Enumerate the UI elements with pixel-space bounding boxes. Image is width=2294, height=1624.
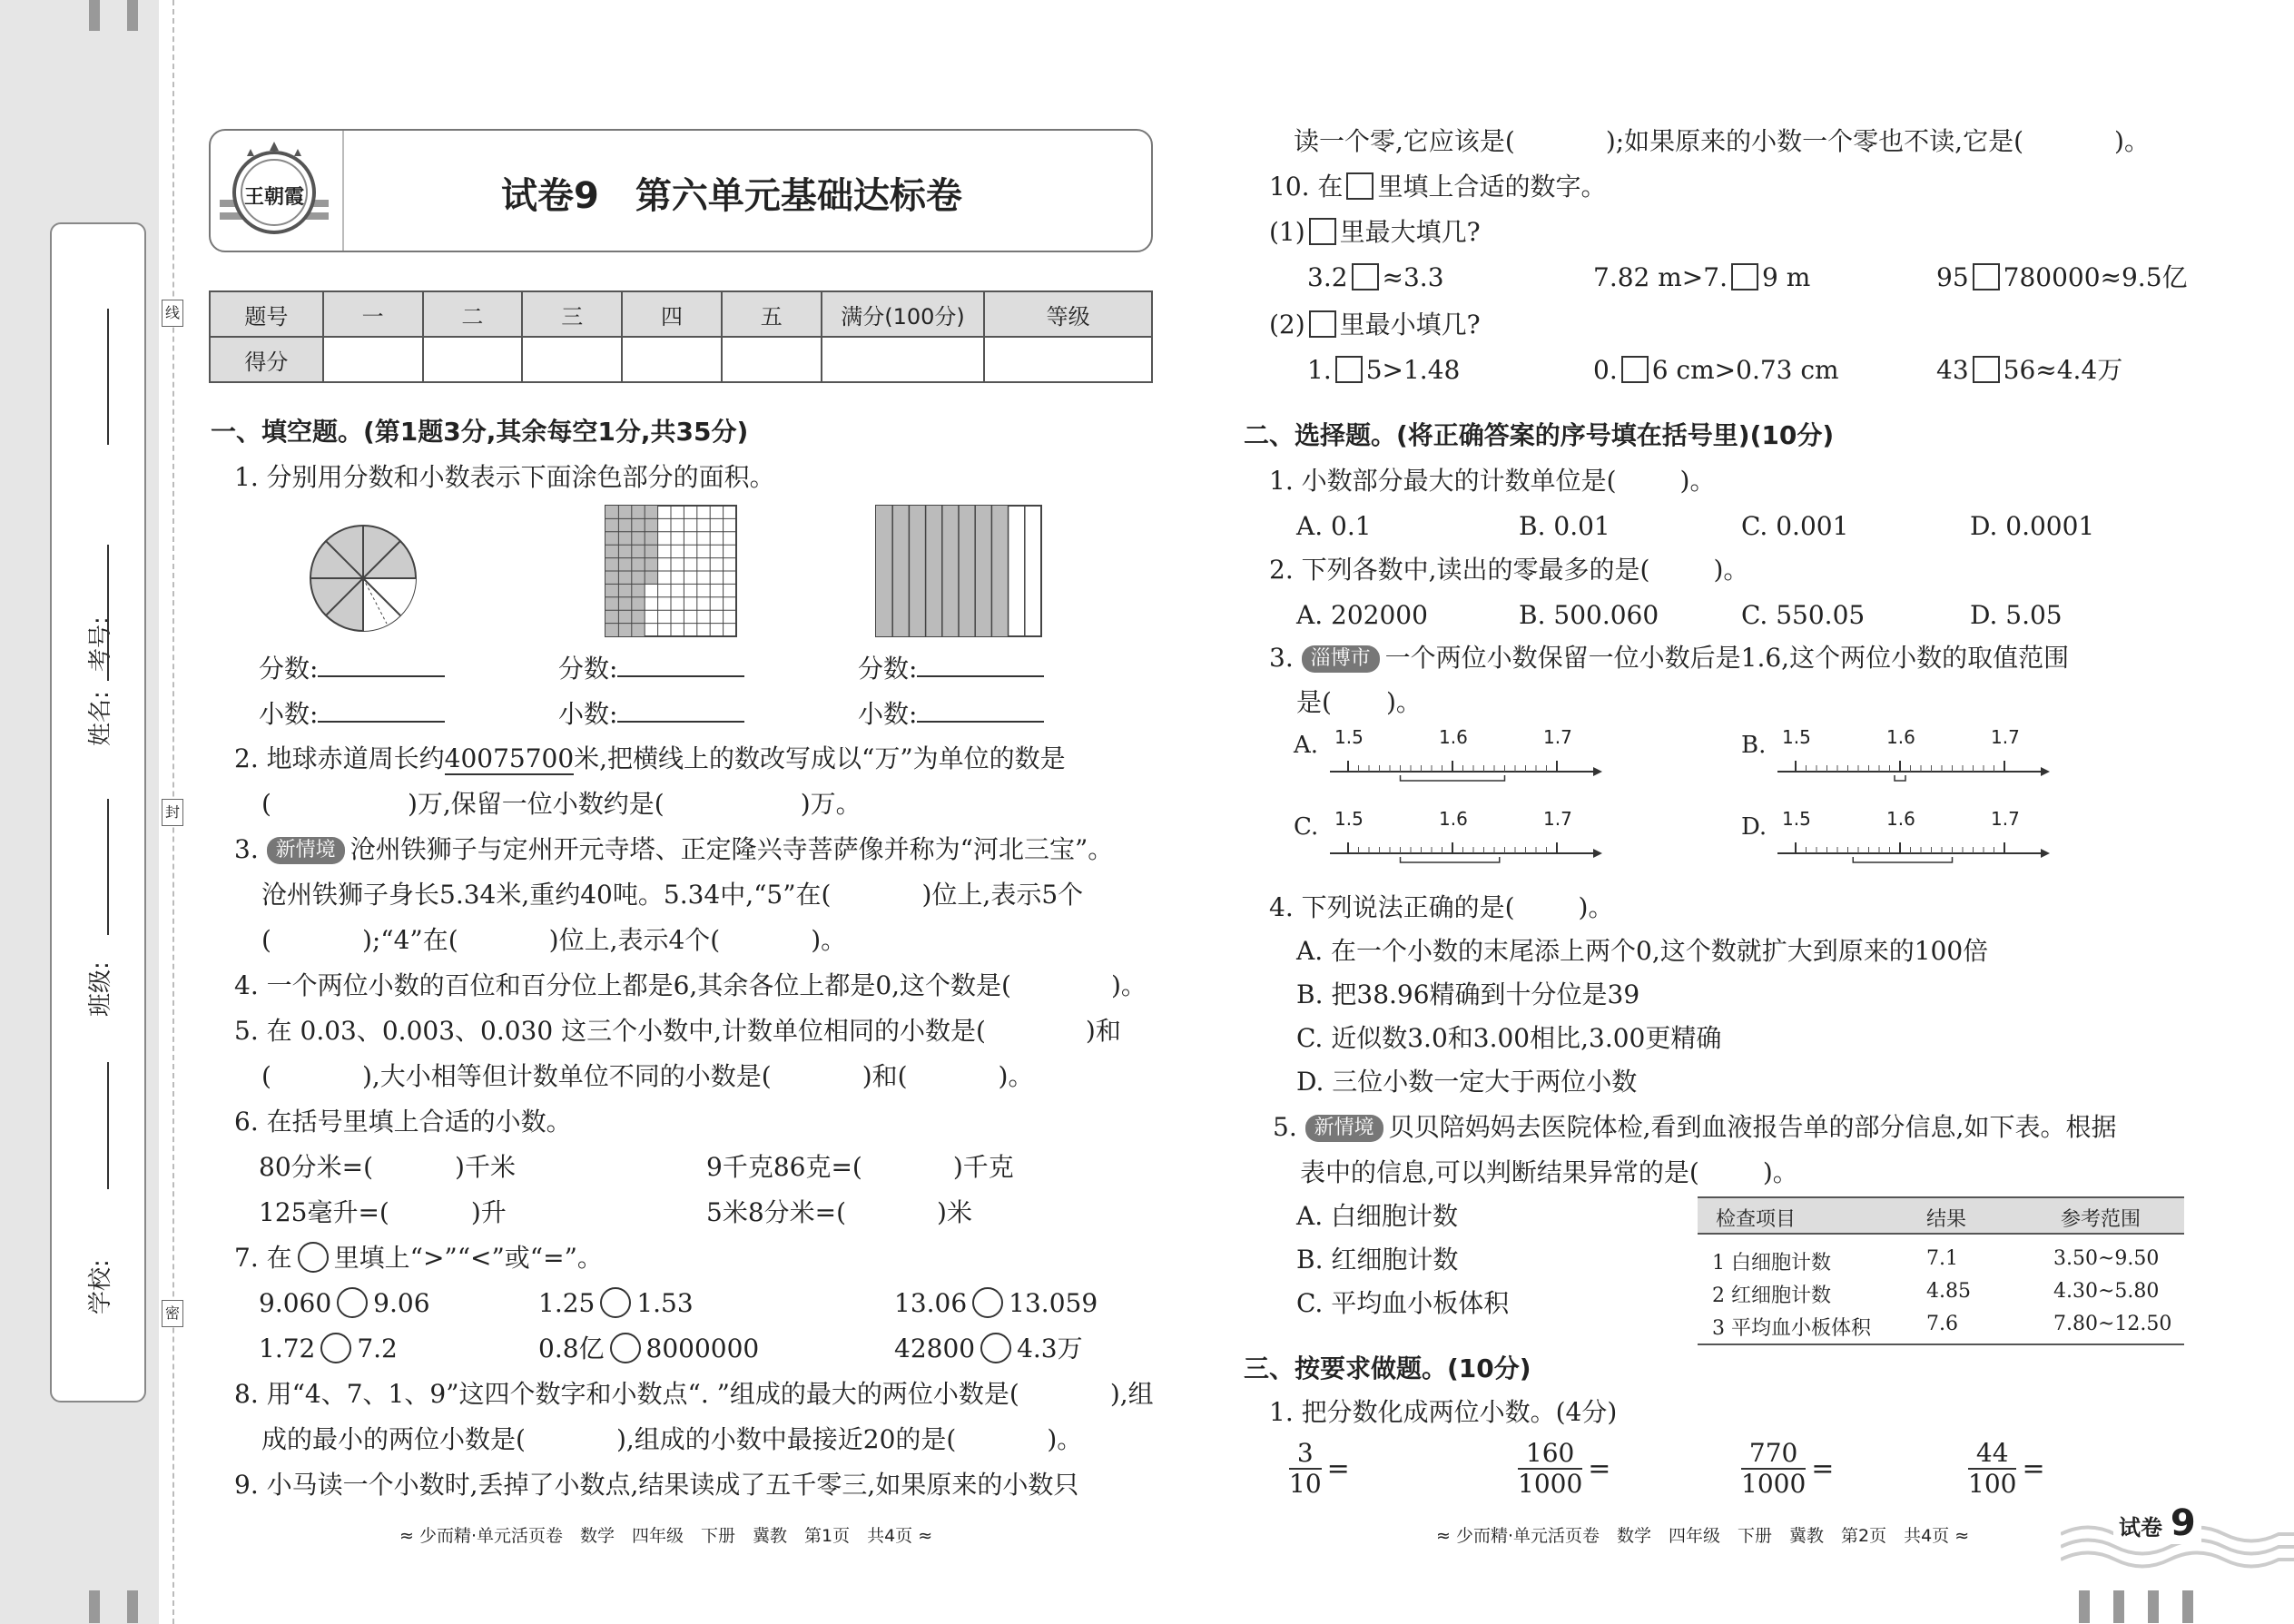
tick-label: 1.5	[1782, 726, 1811, 748]
digit-box[interactable]	[1621, 356, 1649, 383]
digit-box[interactable]	[1731, 263, 1758, 290]
score-header-2: 二	[423, 291, 523, 337]
c1-opt-d[interactable]: D. 0.0001	[1970, 511, 2095, 541]
q1-xiaoshu-3: 小数:	[858, 697, 1044, 731]
blood-header-0: 检查项目	[1716, 1208, 1797, 1231]
c3-line2: 是( )。	[1296, 687, 1422, 717]
title-banner	[209, 129, 1153, 252]
tick-label: 1.7	[1991, 808, 2020, 830]
score-header-3: 三	[522, 291, 622, 337]
tick-label: 1.5	[1334, 808, 1364, 830]
c5-opt-b[interactable]: B. 红细胞计数	[1296, 1245, 1459, 1275]
q1-xiaoshu-2: 小数:	[558, 697, 744, 731]
q1-fenshu-2: 分数:	[558, 652, 744, 685]
answer-blank[interactable]	[617, 652, 744, 677]
c1-opt-b[interactable]: B. 0.01	[1519, 511, 1610, 541]
score-header-4: 四	[622, 291, 722, 337]
logo-text: 王朝霞	[243, 185, 304, 209]
c2-opt-c[interactable]: C. 550.05	[1741, 600, 1866, 630]
blood-cell: 3 平均血小板体积	[1712, 1317, 1871, 1340]
compare-circle[interactable]	[980, 1333, 1011, 1363]
q6-b: 9千克86克=( )千克	[706, 1152, 1014, 1182]
seal-mark-feng: 封	[162, 799, 183, 826]
digit-box[interactable]	[1973, 263, 2000, 290]
q6-d: 5米8分米=( )米	[706, 1197, 972, 1227]
c5-line2: 表中的信息,可以判断结果异常的是( )。	[1300, 1157, 1798, 1187]
q10-2: (2) 里最小填几?	[1269, 310, 1481, 340]
compare-circle[interactable]	[610, 1333, 641, 1363]
score-cell[interactable]	[423, 337, 523, 382]
footer-left: ≈ 少而精·单元活页卷 数学 四年级 下册 冀教 第1页 共4页 ≈	[399, 1526, 933, 1546]
compare-circle[interactable]	[972, 1287, 1003, 1318]
seal-mark-mi: 密	[162, 1300, 183, 1327]
figure-circle	[307, 522, 419, 635]
frac-num: 3	[1289, 1439, 1322, 1470]
blood-header-2: 参考范围	[2061, 1208, 2141, 1231]
blood-cell: 7.6	[1926, 1313, 1958, 1335]
q3-line2: 沧州铁狮子身长5.34米,重约40吨。5.34中,“5”在( )位上,表示5个	[261, 880, 1084, 910]
score-header-1: 一	[323, 291, 423, 337]
answer-blank[interactable]	[917, 697, 1044, 723]
q1-fenshu-1: 分数:	[259, 652, 445, 685]
new-context-tag: 新情境	[267, 837, 345, 864]
c2-opt-d[interactable]: D. 5.05	[1970, 600, 2063, 630]
field-xuexiao[interactable]: 学校:	[82, 1180, 109, 1398]
blood-cell: 4.30~5.80	[2053, 1280, 2160, 1303]
frac-den: 10	[1289, 1469, 1322, 1499]
q6-line: 6. 在括号里填上合适的小数。	[234, 1107, 572, 1137]
score-header-7: 等级	[984, 291, 1152, 337]
blood-report-table	[1698, 1196, 2184, 1345]
q10-line: 10. 在 里填上合适的数字。	[1269, 172, 1607, 202]
q10-1-c: 95 780000≈9.5亿	[1936, 262, 2188, 292]
q10-1: (1) 里最大填几?	[1269, 217, 1481, 247]
blood-cell: 3.50~9.50	[2053, 1247, 2160, 1270]
q3-line1: 3. 新情境 沧州铁狮子与定州开元寺塔、正定隆兴寺菩萨像并称为“河北三宝”。	[234, 834, 1114, 864]
frac-num: 770	[1741, 1439, 1806, 1470]
section-3-title: 三、按要求做题。(10分)	[1244, 1353, 1531, 1383]
q1-fenshu-3: 分数:	[858, 652, 1044, 685]
score-cell[interactable]	[622, 337, 722, 382]
numberline-c[interactable]	[1294, 808, 1602, 881]
margin-marks-top	[89, 0, 147, 33]
section-2-title: 二、选择题。(将正确答案的序号填在括号里)(10分)	[1244, 420, 1835, 450]
score-cell[interactable]	[984, 337, 1152, 382]
tick-label: 1.7	[1543, 808, 1572, 830]
score-header-5: 五	[722, 291, 822, 337]
frac-den: 1000	[1741, 1469, 1807, 1499]
score-header-6: 满分(100分)	[822, 291, 985, 337]
q10-1-a: 3.2 ≈3.3	[1307, 262, 1444, 292]
c5-opt-c[interactable]: C. 平均血小板体积	[1296, 1288, 1510, 1318]
fraction-2: $\frac{160}{1000}$ =	[1518, 1438, 1611, 1499]
c2-line: 2. 下列各数中,读出的零最多的是( )。	[1269, 555, 1749, 585]
q7-r2-a: 1.72 7.2	[259, 1334, 398, 1363]
digit-box-icon	[1346, 172, 1373, 200]
region-tag: 淄博市	[1302, 645, 1380, 673]
field-xingming[interactable]: 姓名:	[82, 690, 109, 908]
blood-header-1: 结果	[1926, 1208, 1967, 1231]
c4-opt-a[interactable]: A. 在一个小数的末尾添上两个0,这个数就扩大到原来的100倍	[1296, 936, 1989, 966]
t1-line: 1. 把分数化成两位小数。(4分)	[1269, 1397, 1618, 1427]
c1-opt-a[interactable]: A. 0.1	[1296, 511, 1372, 541]
score-cell[interactable]	[822, 337, 985, 382]
tick-label: 1.6	[1439, 726, 1468, 748]
score-cell[interactable]	[323, 337, 423, 382]
blood-cell: 4.85	[1926, 1280, 1971, 1303]
q3-line3: ( );“4”在( )位上,表示4个( )。	[261, 925, 847, 955]
q7-r1-a: 9.060 9.06	[259, 1288, 430, 1318]
logo	[220, 136, 329, 245]
q5-line1: 5. 在 0.03、0.003、0.030 这三个小数中,计数单位相同的小数是( )和	[234, 1016, 1121, 1046]
score-cell[interactable]	[522, 337, 622, 382]
q10-1-b: 7.82 m>7. 9 m	[1593, 262, 1811, 292]
digit-box[interactable]	[1335, 356, 1363, 383]
score-header-0: 题号	[210, 291, 323, 337]
digit-box[interactable]	[1973, 356, 2000, 383]
badge-number: 9	[2170, 1502, 2196, 1544]
compare-circle[interactable]	[337, 1287, 368, 1318]
q10-2-b: 0. 6 cm>0.73 cm	[1593, 355, 1839, 385]
tick-label: 1.7	[1991, 726, 2020, 748]
answer-blank[interactable]	[917, 652, 1044, 677]
answer-blank[interactable]	[318, 697, 445, 723]
q8-line1: 8. 用“4、7、1、9”这四个数字和小数点“. ”组成的最大的两位小数是( ),组	[234, 1379, 1154, 1409]
figure-grid	[605, 505, 737, 637]
figure-strips	[875, 505, 1042, 637]
tick-label: 1.5	[1334, 726, 1364, 748]
frac-num: 160	[1518, 1439, 1582, 1470]
numberline-a[interactable]	[1294, 726, 1602, 799]
c4-opt-d[interactable]: D. 三位小数一定大于两位小数	[1296, 1067, 1638, 1097]
q4-line: 4. 一个两位小数的百位和百分位上都是6,其余各位上都是0,这个数是( )。	[234, 970, 1147, 1000]
q2-line2: ( )万,保留一位小数约是( )万。	[261, 789, 861, 819]
q1-text: 1. 分别用分数和小数表示下面涂色部分的面积。	[234, 462, 775, 492]
q7-r2-c: 42800 4.3万	[894, 1334, 1083, 1363]
q9-line2: 读一个零,它应该是( );如果原来的小数一个零也不读,它是( )。	[1294, 126, 2150, 156]
digit-box[interactable]	[1352, 263, 1379, 290]
q7-r1-c: 13.06 13.059	[894, 1288, 1098, 1318]
logo-divider	[342, 131, 344, 251]
frac-den: 1000	[1518, 1469, 1583, 1499]
q7-line: 7. 在 里填上“>”“<”或“=”。	[234, 1243, 603, 1273]
fraction-3: $\frac{770}{1000}$ =	[1741, 1438, 1835, 1499]
c2-opt-a[interactable]: A. 202000	[1296, 600, 1428, 630]
q7-r1-b: 1.25 1.53	[538, 1288, 694, 1318]
numberline-d[interactable]	[1741, 808, 2050, 881]
answer-blank[interactable]	[318, 652, 445, 677]
margin-marks-bottom-right	[2079, 1590, 2206, 1623]
numberline-label: A.	[1294, 732, 1319, 759]
score-row-label: 得分	[210, 337, 323, 382]
tick-label: 1.6	[1886, 808, 1915, 830]
new-context-tag: 新情境	[1305, 1115, 1383, 1142]
tick-label: 1.5	[1782, 808, 1811, 830]
c4-line: 4. 下列说法正确的是( )。	[1269, 892, 1614, 922]
q10-2-c: 43 56≈4.4万	[1936, 355, 2123, 385]
c2-opt-b[interactable]: B. 500.060	[1519, 600, 1659, 630]
field-kaohao[interactable]: 考号:	[82, 472, 109, 690]
blood-cell: 1 白细胞计数	[1712, 1252, 1831, 1275]
numberline-b[interactable]	[1741, 726, 2050, 799]
tick-label: 1.7	[1543, 726, 1572, 748]
footer-right: ≈ 少而精·单元活页卷 数学 四年级 下册 冀教 第2页 共4页 ≈	[1436, 1526, 1970, 1546]
q8-line2: 成的最小的两位小数是( ),组成的小数中最接近20的是( )。	[261, 1424, 1083, 1454]
q7-r2-b: 0.8亿 8000000	[538, 1334, 760, 1363]
compare-circle[interactable]	[320, 1333, 351, 1363]
digit-box-icon	[1309, 310, 1336, 338]
seal-mark-xian: 线	[162, 300, 183, 327]
page-title: 试卷9 第六单元基础达标卷	[501, 175, 962, 217]
c4-opt-c[interactable]: C. 近似数3.0和3.00相比,3.00更精确	[1296, 1023, 1722, 1053]
margin-marks-bottom	[89, 1590, 147, 1623]
c1-line: 1. 小数部分最大的计数单位是( )。	[1269, 466, 1716, 496]
answer-blank[interactable]	[617, 697, 744, 723]
c3-line1: 3. 淄博市 一个两位小数保留一位小数后是1.6,这个两位小数的取值范围	[1269, 643, 2070, 673]
tick-label: 1.6	[1439, 808, 1468, 830]
compare-circle[interactable]	[600, 1287, 631, 1318]
c5-line1: 5. 新情境 贝贝陪妈妈去医院体检,看到血液报告单的部分信息,如下表。根据	[1273, 1112, 2117, 1142]
blood-cell: 7.80~12.50	[2053, 1313, 2172, 1335]
c1-opt-c[interactable]: C. 0.001	[1741, 511, 1849, 541]
paper-badge	[2113, 1502, 2201, 1544]
q9-line1: 9. 小马读一个小数时,丢掉了小数点,结果读成了五千零三,如果原来的小数只	[234, 1470, 1079, 1500]
blood-cell: 2 红细胞计数	[1712, 1284, 1831, 1307]
fraction-4: $\frac{44}{100}$ =	[1968, 1438, 2045, 1499]
badge-label: 试卷	[2119, 1515, 2162, 1540]
compare-circle-icon	[298, 1242, 329, 1273]
digit-box-icon	[1309, 218, 1336, 245]
score-cell[interactable]	[722, 337, 822, 382]
q6-a: 80分米=( )千米	[259, 1152, 516, 1182]
numberline-label: D.	[1741, 813, 1767, 841]
score-table	[209, 290, 1153, 383]
frac-den: 100	[1968, 1469, 2017, 1499]
q6-c: 125毫升=( )升	[259, 1197, 507, 1227]
numberline-label: C.	[1294, 813, 1319, 841]
blood-cell: 7.1	[1926, 1247, 1958, 1270]
section-1-title: 一、填空题。(第1题3分,其余每空1分,共35分)	[211, 417, 749, 447]
q10-2-a: 1. 5>1.48	[1307, 355, 1461, 385]
q5-line2: ( ),大小相等但计数单位不同的小数是( )和( )。	[261, 1061, 1034, 1091]
q2-line1: 2. 地球赤道周长约40075700米,把横线上的数改写成以“万”为单位的数是	[234, 743, 1066, 773]
fraction-1: $\frac{3}{10}$ =	[1289, 1438, 1350, 1499]
field-banji[interactable]: 班级:	[82, 944, 109, 1162]
c5-opt-a[interactable]: A. 白细胞计数	[1296, 1201, 1459, 1231]
numberline-label: B.	[1741, 732, 1767, 759]
tick-label: 1.6	[1886, 726, 1915, 748]
frac-num: 44	[1968, 1439, 2016, 1470]
c4-opt-b[interactable]: B. 把38.96精确到十分位是39	[1296, 979, 1640, 1009]
q1-xiaoshu-1: 小数:	[259, 697, 445, 731]
